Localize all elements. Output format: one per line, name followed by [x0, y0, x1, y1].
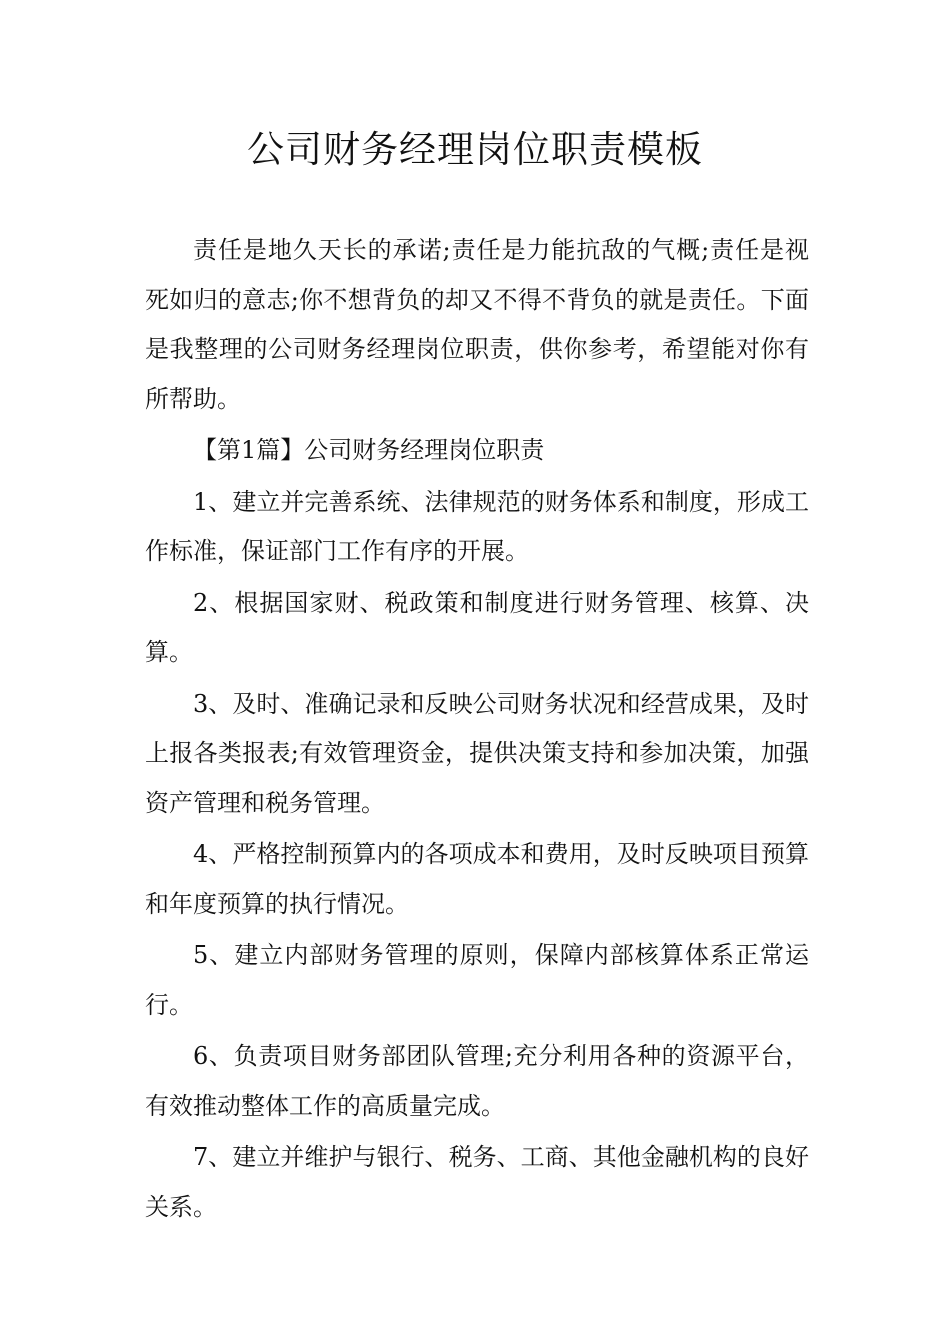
section-heading: 【第1篇】公司财务经理岗位职责 — [193, 436, 545, 464]
duty-item-2: 2、根据国家财、税政策和制度进行财务管理、核算、决算。 — [145, 588, 809, 666]
duty-item-6: 6、负责项目财务部团队管理;充分利用各种的资源平台，有效推动整体工作的高质量完成。 — [145, 1042, 809, 1120]
duty-item-3: 3、及时、准确记录和反映公司财务状况和经营成果，及时上报各类报表;有效管理资金，提供决策支持和参加决策，加强资产管理和税务管理。 — [145, 689, 809, 817]
intro-paragraph: 责任是地久天长的承诺;责任是力能抗敌的气概;责任是视死如归的意志;你不想背负的却又不得不背负的就是责任。下面是我整理的公司财务经理岗位职责，供你参考，希望能对你有所帮助。 — [145, 236, 809, 413]
document-title: 公司财务经理岗位职责模板 — [247, 128, 703, 171]
duty-item-5: 5、建立内部财务管理的原则，保障内部核算体系正常运行。 — [145, 941, 809, 1019]
duty-item-4: 4、严格控制预算内的各项成本和费用，及时反映项目预算和年度预算的执行情况。 — [145, 840, 809, 918]
document-body — [145, 226, 809, 1232]
duty-item-7: 7、建立并维护与银行、税务、工商、其他金融机构的良好关系。 — [145, 1143, 809, 1221]
duty-item-1: 1、建立并完善系统、法律规范的财务体系和制度，形成工作标准，保证部门工作有序的开展。 — [145, 487, 809, 565]
